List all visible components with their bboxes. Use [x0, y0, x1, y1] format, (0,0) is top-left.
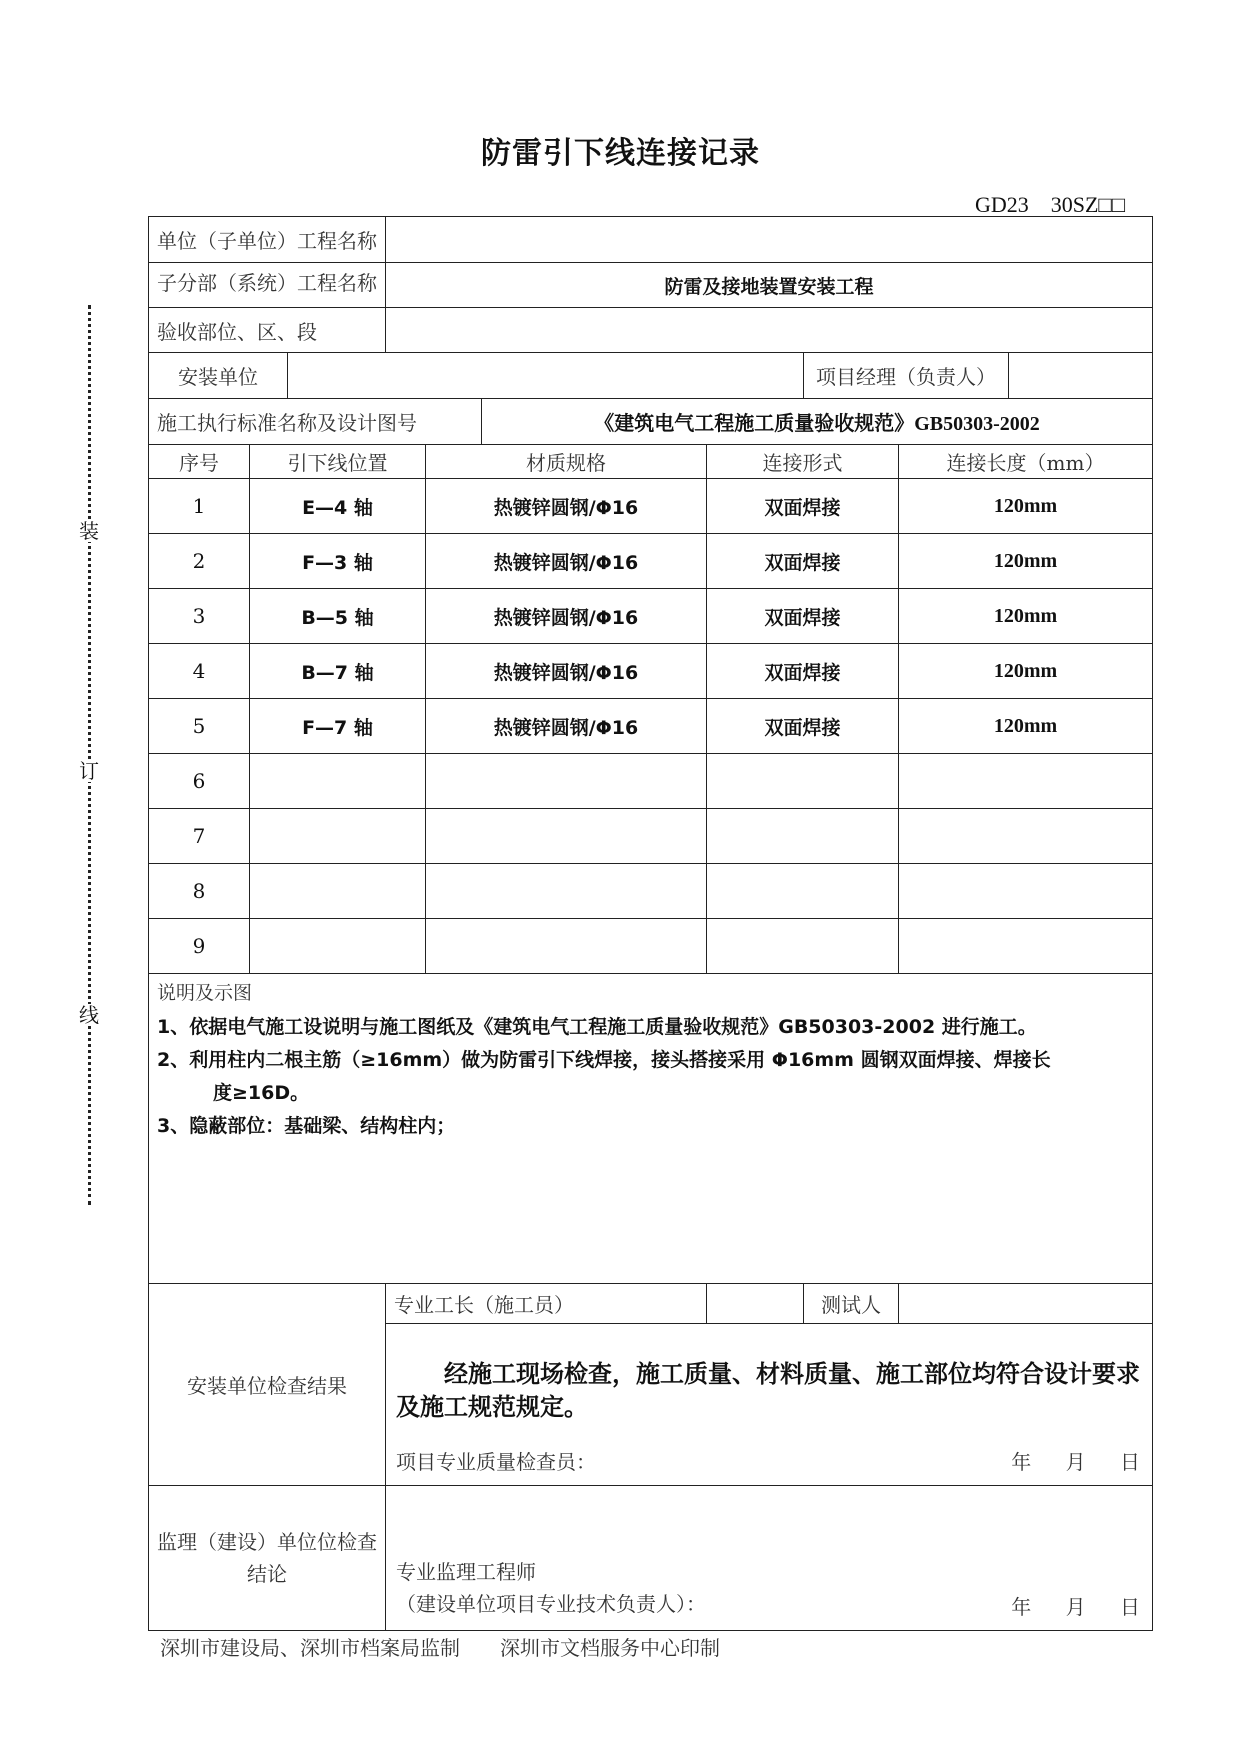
cell-no: 5 — [149, 699, 250, 754]
cell-form[interactable] — [707, 864, 899, 919]
table-row — [149, 534, 1153, 589]
table-row — [149, 919, 1153, 974]
cell-no: 7 — [149, 809, 250, 864]
cell-position[interactable] — [250, 754, 426, 809]
cell-material[interactable]: 热镀锌圆钢/Φ16 — [426, 589, 707, 644]
column-header-row — [149, 445, 1153, 479]
table-row — [149, 864, 1153, 919]
cell-position[interactable] — [250, 919, 426, 974]
cell-material[interactable]: 热镀锌圆钢/Φ16 — [426, 699, 707, 754]
supervision-engineer-line-1: 专业监理工程师 — [396, 1560, 536, 1584]
cell-length[interactable] — [899, 864, 1153, 919]
cell-material[interactable] — [426, 809, 707, 864]
section-row — [149, 308, 1153, 353]
table-row — [149, 754, 1153, 809]
inspection-result-text: 经施工现场检查，施工质量、材料质量、施工部位均符合设计要求及施工规范规定。 — [396, 1360, 1140, 1421]
cell-form[interactable]: 双面焊接 — [707, 644, 899, 699]
supervision-cell — [386, 1486, 1153, 1631]
document-code: GD23 30SZ□□ — [974, 192, 1125, 217]
cell-length[interactable] — [899, 754, 1153, 809]
installer-label: 安装单位 — [149, 353, 288, 399]
manager-value[interactable] — [1009, 353, 1153, 399]
inspection-result-cell — [386, 1324, 1153, 1486]
cell-position[interactable] — [250, 809, 426, 864]
inspection-label: 安装单位检查结果 — [149, 1284, 386, 1486]
tester-label: 测试人 — [804, 1284, 899, 1324]
binding-char-xian: 线 — [79, 1003, 99, 1027]
table-row — [149, 479, 1153, 534]
note-line-2-continued: 度≥16D。 — [213, 1082, 310, 1104]
cell-no: 2 — [149, 534, 250, 589]
note-line-1: 1、依据电气施工设说明与施工图纸及《建筑电气工程施工质量验收规范》GB50303-2002 进行施工。 — [157, 1016, 1037, 1038]
column-header-position: 引下线位置 — [250, 445, 426, 479]
cell-no: 4 — [149, 644, 250, 699]
project-row — [149, 217, 1153, 263]
cell-material[interactable] — [426, 754, 707, 809]
cell-material[interactable]: 热镀锌圆钢/Φ16 — [426, 534, 707, 589]
cell-form[interactable]: 双面焊接 — [707, 479, 899, 534]
cell-position[interactable] — [250, 864, 426, 919]
supervision-engineer-line-2: （建设单位项目专业技术负责人）： — [396, 1592, 706, 1616]
note-line-2: 2、利用柱内二根主筋（≥16mm）做为防雷引下线焊接，接头搭接采用 Φ16mm 圆钢双面焊接、焊接长 — [157, 1049, 1051, 1071]
table-row — [149, 589, 1153, 644]
notes-row — [149, 974, 1153, 1284]
binding-char-ding: 订 — [79, 759, 99, 783]
cell-form[interactable] — [707, 809, 899, 864]
footer-credits: 深圳市建设局、深圳市档案局监制 深圳市文档服务中心印制 — [160, 1636, 720, 1660]
column-header-form: 连接形式 — [707, 445, 899, 479]
cell-no: 1 — [149, 479, 250, 534]
cell-no: 8 — [149, 864, 250, 919]
cell-position[interactable]: B—5 轴 — [250, 589, 426, 644]
supervision-row — [149, 1486, 1153, 1631]
section-value[interactable] — [386, 308, 1153, 353]
subproject-label: 子分部（系统）工程名称 — [149, 263, 386, 308]
notes-title: 说明及示图 — [157, 982, 253, 1004]
standard-value[interactable]: 《建筑电气工程施工质量验收规范》GB50303-2002 — [482, 399, 1153, 445]
tester-value[interactable] — [899, 1284, 1153, 1324]
table-row — [149, 644, 1153, 699]
project-label: 单位（子单位）工程名称 — [149, 217, 386, 263]
cell-length[interactable]: 120mm — [899, 534, 1153, 589]
foreman-label: 专业工长（施工员） — [386, 1284, 707, 1324]
inspection-signers-row — [149, 1284, 1153, 1324]
project-value[interactable] — [386, 217, 1153, 263]
supervision-label: 监理（建设）单位位检查结论 — [149, 1486, 386, 1631]
column-header-no: 序号 — [149, 445, 250, 479]
inspection-date: 年 月 日 — [1011, 1450, 1140, 1474]
inspector-signature-label: 项目专业质量检查员： — [396, 1450, 596, 1474]
foreman-value[interactable] — [707, 1284, 804, 1324]
installer-value[interactable] — [288, 353, 804, 399]
table-row — [149, 699, 1153, 754]
notes-cell — [149, 974, 1153, 1284]
cell-length[interactable]: 120mm — [899, 479, 1153, 534]
cell-form[interactable]: 双面焊接 — [707, 699, 899, 754]
cell-position[interactable]: B—7 轴 — [250, 644, 426, 699]
standard-label: 施工执行标准名称及设计图号 — [149, 399, 482, 445]
cell-form[interactable] — [707, 919, 899, 974]
subproject-value[interactable]: 防雷及接地装置安装工程 — [386, 263, 1153, 308]
cell-form[interactable]: 双面焊接 — [707, 534, 899, 589]
record-form — [148, 216, 1153, 1631]
cell-form[interactable]: 双面焊接 — [707, 589, 899, 644]
cell-form[interactable] — [707, 754, 899, 809]
cell-material[interactable]: 热镀锌圆钢/Φ16 — [426, 644, 707, 699]
cell-no: 9 — [149, 919, 250, 974]
cell-position[interactable]: F—3 轴 — [250, 534, 426, 589]
cell-material[interactable] — [426, 919, 707, 974]
column-header-material: 材质规格 — [426, 445, 707, 479]
page-title: 防雷引下线连接记录 — [481, 136, 760, 171]
subproject-row — [149, 263, 1153, 308]
installer-row — [149, 353, 1153, 399]
table-row — [149, 809, 1153, 864]
binding-char-zhuang: 装 — [79, 519, 99, 543]
supervision-engineer — [396, 1556, 706, 1620]
cell-length[interactable]: 120mm — [899, 699, 1153, 754]
standard-row — [149, 399, 1153, 445]
cell-position[interactable]: F—7 轴 — [250, 699, 426, 754]
supervision-date: 年 月 日 — [1011, 1595, 1140, 1619]
manager-label: 项目经理（负责人） — [804, 353, 1009, 399]
column-header-length: 连接长度（mm） — [899, 445, 1153, 479]
cell-length[interactable]: 120mm — [899, 589, 1153, 644]
cell-material[interactable] — [426, 864, 707, 919]
cell-position[interactable]: E—4 轴 — [250, 479, 426, 534]
note-line-3: 3、隐蔽部位：基础梁、结构柱内； — [157, 1115, 456, 1137]
cell-length[interactable] — [899, 919, 1153, 974]
cell-length[interactable] — [899, 809, 1153, 864]
cell-no: 6 — [149, 754, 250, 809]
section-label: 验收部位、区、段 — [149, 308, 386, 353]
binding-line — [88, 305, 91, 1205]
cell-length[interactable]: 120mm — [899, 644, 1153, 699]
cell-material[interactable]: 热镀锌圆钢/Φ16 — [426, 479, 707, 534]
cell-no: 3 — [149, 589, 250, 644]
